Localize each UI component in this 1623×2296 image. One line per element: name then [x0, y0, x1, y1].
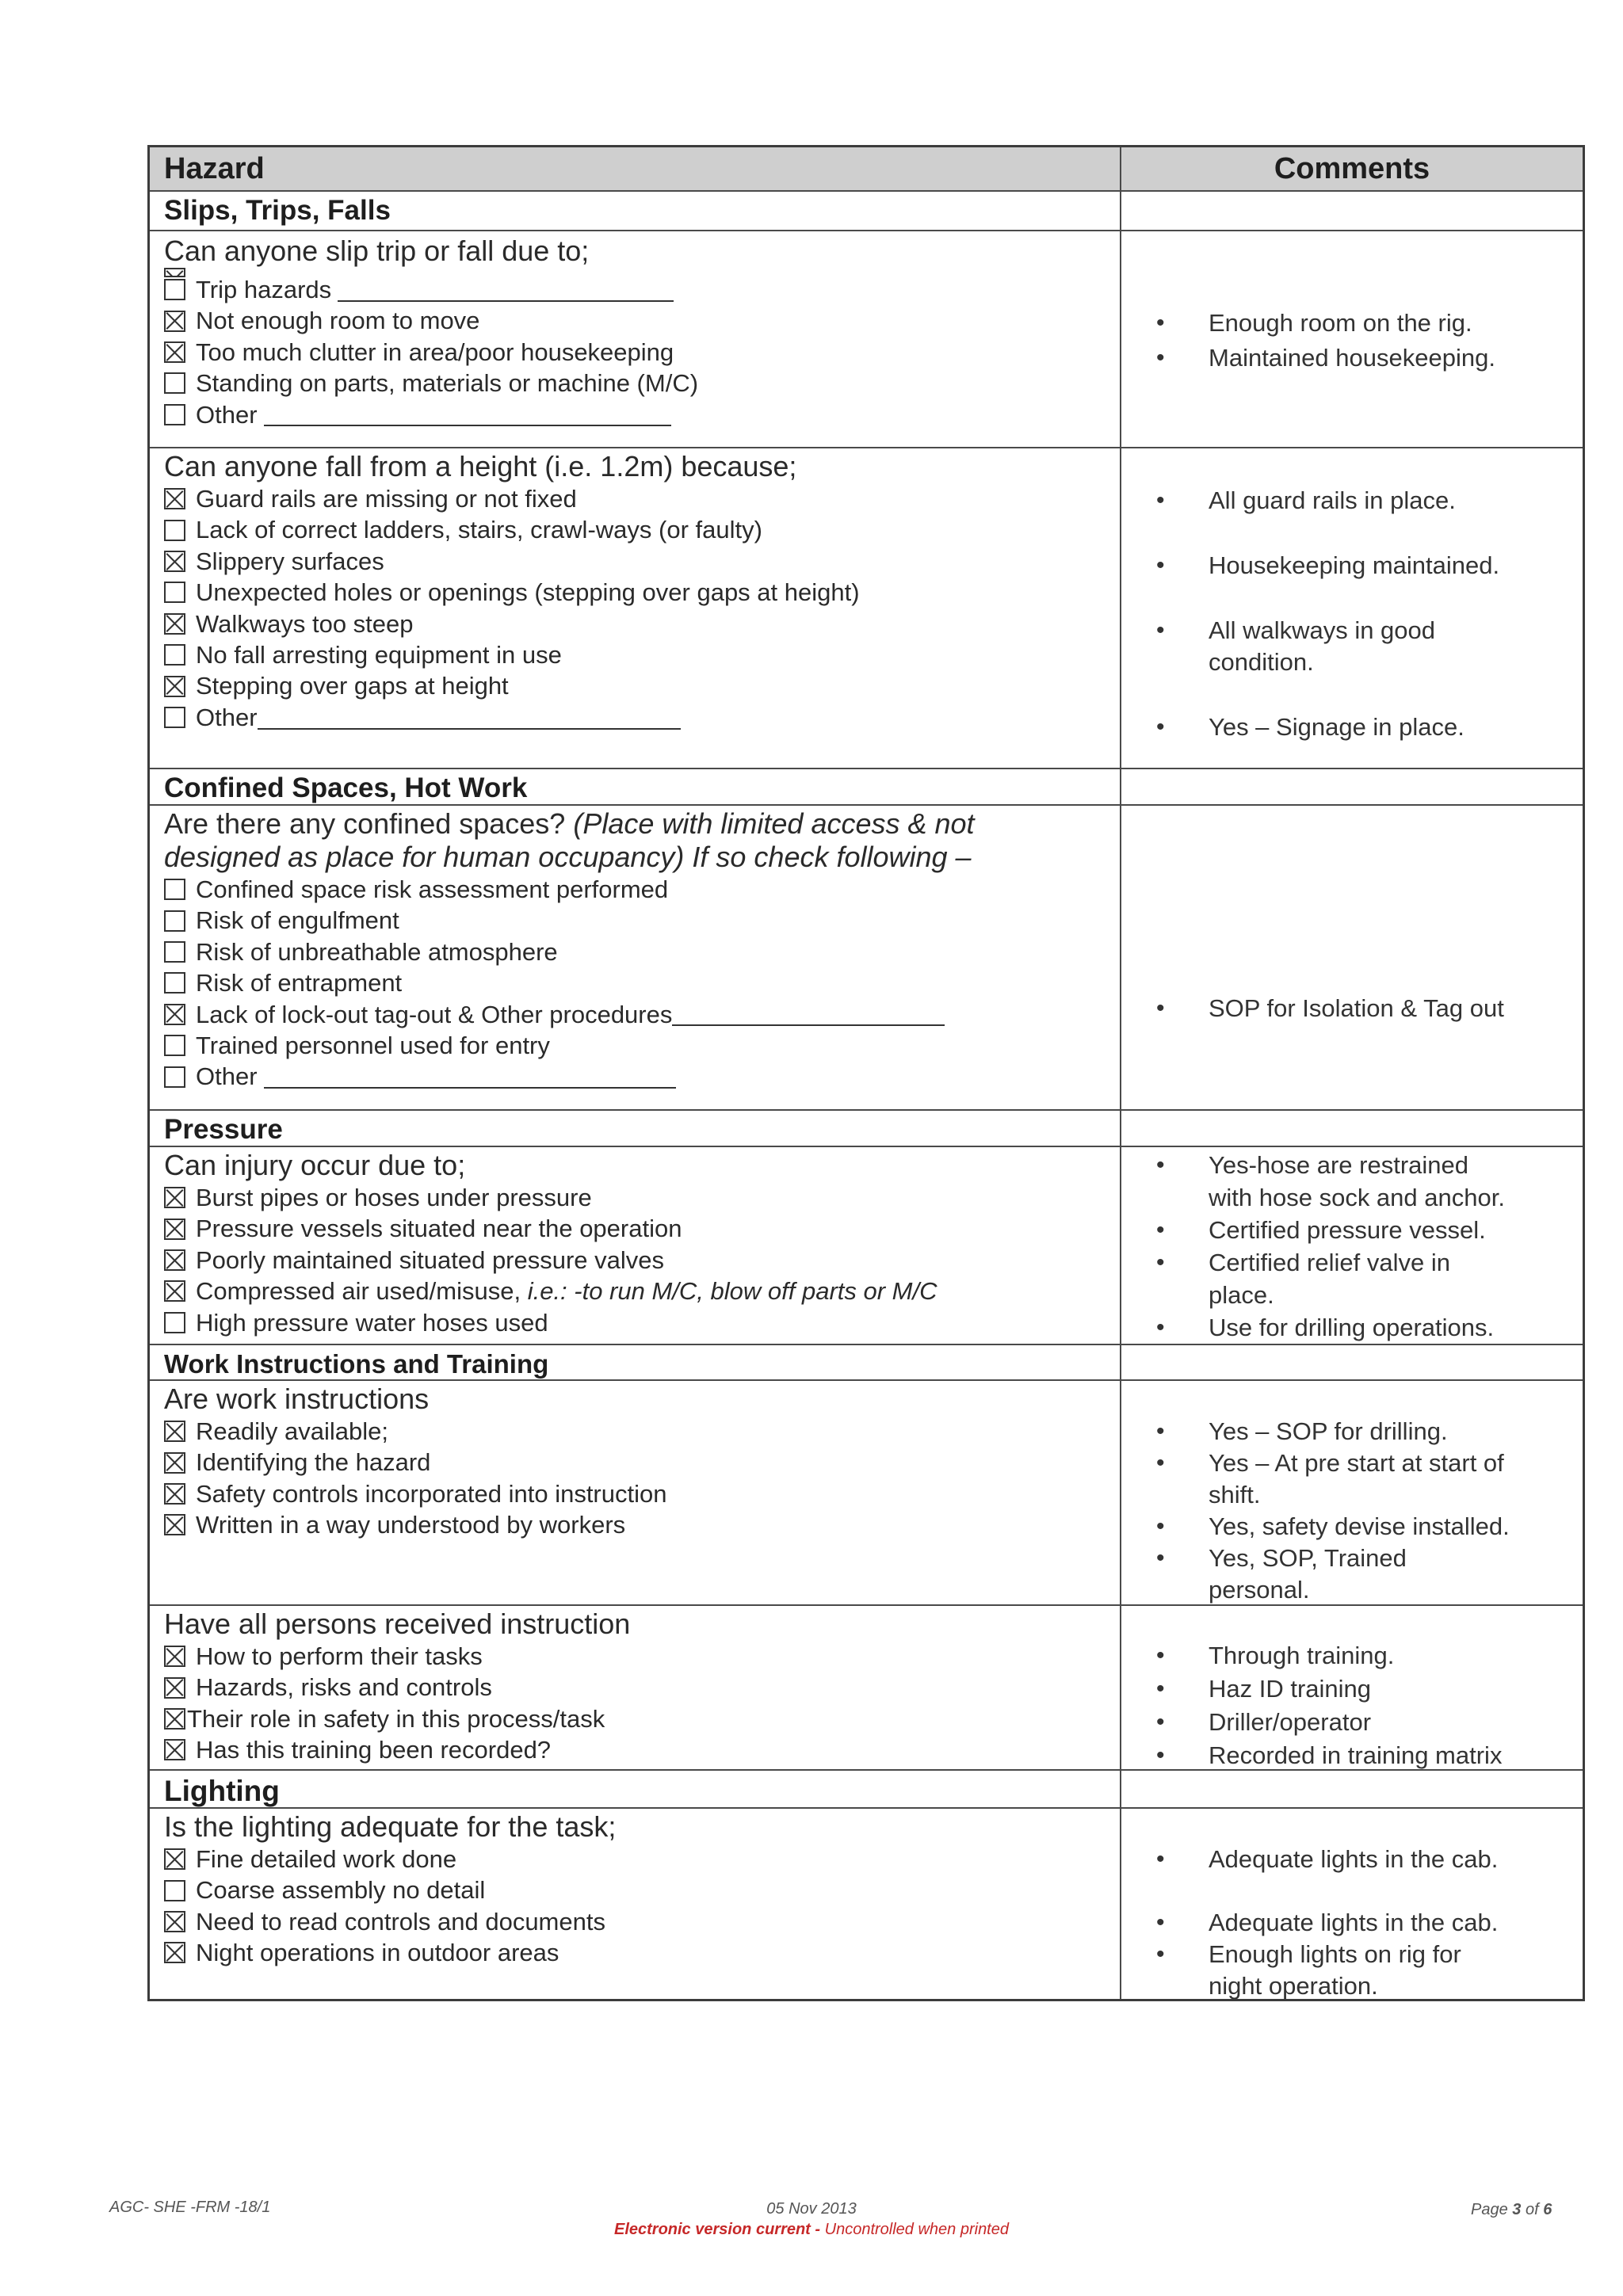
checklist-item[interactable]: Burst pipes or hoses under pressure: [164, 1182, 1106, 1213]
comment: • Maintained housekeeping.: [1139, 342, 1565, 374]
checklist-item[interactable]: No fall arresting equipment in use: [164, 639, 1106, 670]
revision-date: 05 Nov 2013: [766, 2200, 857, 2218]
checkbox[interactable]: [164, 1312, 185, 1333]
section-lighting-header: [150, 1769, 1583, 1807]
table-header-row: [150, 147, 1583, 190]
checkbox[interactable]: [164, 1514, 185, 1535]
checkbox[interactable]: [164, 582, 185, 603]
checklist-item[interactable]: Fine detailed work done: [164, 1844, 1106, 1875]
comment: • Adequate lights in the cab.: [1139, 1844, 1565, 1875]
checkbox[interactable]: [164, 1452, 185, 1474]
comment: • Certified pressure vessel.: [1139, 1214, 1565, 1246]
checkbox[interactable]: [164, 404, 185, 425]
comment: • Enough lights on rig for: [1139, 1939, 1565, 1970]
checkbox[interactable]: [164, 1739, 185, 1760]
checkbox[interactable]: [164, 941, 185, 963]
comment: • Yes – At pre start at start of: [1139, 1447, 1565, 1479]
checkbox[interactable]: [164, 879, 185, 900]
section-title: Confined Spaces, Hot Work: [150, 769, 1121, 804]
question-text: Are there any confined spaces? (Place with limited access & not: [164, 807, 975, 840]
footer-center: [0, 2199, 1623, 2240]
slips-items-row: [150, 273, 1583, 447]
checklist-item[interactable]: Stepping over gaps at height: [164, 670, 1106, 701]
lighting-row: [150, 1807, 1583, 1999]
checklist-item[interactable]: Identifying the hazard: [164, 1447, 1106, 1478]
checklist-item[interactable]: Coarse assembly no detail: [164, 1875, 1106, 1905]
comment: • Use for drilling operations.: [1139, 1311, 1565, 1344]
question-text-continued: designed as place for human occupancy) If so check following –: [164, 841, 972, 873]
checklist-item[interactable]: Standing on parts, materials or machine (M/C): [164, 368, 1106, 399]
checklist-item[interactable]: Walkways too steep: [164, 608, 1106, 639]
checkbox[interactable]: [164, 1066, 185, 1088]
comment-continuation: personal.: [1209, 1576, 1310, 1604]
section-work-header: [150, 1344, 1583, 1379]
checklist-item[interactable]: Trip hazards: [164, 274, 1106, 305]
comment-continuation: night operation.: [1209, 1972, 1378, 2000]
checkbox[interactable]: [164, 1483, 185, 1505]
checklist-item[interactable]: Confined space risk assessment performed: [164, 874, 1106, 905]
checklist-item[interactable]: Risk of entrapment: [164, 967, 1106, 998]
comments-column-header: Comments: [1121, 147, 1583, 190]
section-title: Pressure: [150, 1111, 1121, 1146]
checklist-item[interactable]: Compressed air used/misuse, i.e.: -to run M/C, blow off parts or M/C: [164, 1276, 1106, 1306]
checklist-item[interactable]: Risk of unbreathable atmosphere: [164, 936, 1106, 967]
comment: • SOP for Isolation & Tag out: [1139, 993, 1565, 1024]
checklist-item[interactable]: Guard rails are missing or not fixed: [164, 483, 1106, 514]
comment-list: [1139, 1844, 1565, 2002]
section-title: Slips, Trips, Falls: [150, 192, 1121, 230]
question-text: Are work instructions: [164, 1383, 430, 1415]
page-number: Page 3 of 6: [1471, 2201, 1552, 2218]
comment-continuation: with hose sock and anchor.: [1209, 1184, 1505, 1211]
checkbox[interactable]: [164, 551, 185, 572]
checkbox[interactable]: [164, 1942, 185, 1963]
checklist-item[interactable]: How to perform their tasks: [164, 1641, 1106, 1672]
comment: • Recorded in training matrix: [1139, 1739, 1565, 1772]
checklist-item[interactable]: Risk of engulfment: [164, 905, 1106, 936]
question-text: Can injury occur due to;: [164, 1149, 466, 1181]
slips-height-row: [150, 447, 1583, 768]
checklist-item[interactable]: Other: [164, 1061, 1106, 1092]
slips-prompt-row: [150, 230, 1583, 273]
checkbox[interactable]: [164, 972, 185, 994]
comment: • All guard rails in place.: [1139, 485, 1565, 517]
checkbox[interactable]: [164, 1280, 185, 1302]
checklist-item[interactable]: Written in a way understood by workers: [164, 1509, 1106, 1540]
comment-continuation: shift.: [1209, 1481, 1261, 1508]
checkbox[interactable]: [164, 341, 185, 363]
checklist-item[interactable]: Need to read controls and documents: [164, 1906, 1106, 1937]
checkbox[interactable]: [164, 1708, 185, 1730]
comment: • Yes – Signage in place.: [1139, 711, 1565, 743]
comment-continuation: condition.: [1209, 648, 1314, 676]
checkbox[interactable]: [164, 707, 185, 728]
work-training-row: [150, 1604, 1583, 1769]
checklist-item[interactable]: Other: [164, 399, 1106, 430]
confined-row: [150, 804, 1583, 1109]
checklist-item[interactable]: Safety controls incorporated into instruction: [164, 1478, 1106, 1509]
checkbox[interactable]: [164, 1880, 185, 1901]
comment: • Yes – SOP for drilling.: [1139, 1416, 1565, 1447]
checklist-item[interactable]: Not enough room to move: [164, 305, 1106, 336]
checkbox[interactable]: [164, 613, 185, 635]
question-text: Can anyone slip trip or fall due to;: [164, 235, 590, 267]
checklist-item[interactable]: Too much clutter in area/poor housekeeping: [164, 337, 1106, 368]
checkbox[interactable]: [164, 1187, 185, 1208]
comment: • Yes-hose are restrained: [1139, 1149, 1565, 1181]
section-pressure-header: [150, 1109, 1583, 1146]
checklist-item[interactable]: Other: [164, 702, 1106, 733]
cut-off-comment: [1240, 263, 1456, 273]
checkbox[interactable]: [164, 279, 185, 300]
comment-list: [1139, 993, 1565, 1024]
checkbox[interactable]: [164, 1004, 185, 1025]
checklist-item[interactable]: Pressure vessels situated near the operation: [164, 1213, 1106, 1244]
checkbox[interactable]: [164, 1646, 185, 1667]
checkbox[interactable]: [164, 488, 185, 509]
comment: • Yes, safety devise installed.: [1139, 1511, 1565, 1543]
checkbox[interactable]: [164, 520, 185, 541]
question-text: Can anyone fall from a height (i.e. 1.2m) because;: [164, 450, 797, 482]
checkbox[interactable]: [164, 1848, 185, 1870]
work-instructions-row: [150, 1379, 1583, 1604]
comment: • All walkways in good: [1139, 615, 1565, 646]
question-text: Is the lighting adequate for the task;: [164, 1810, 617, 1843]
checkbox[interactable]: [164, 1035, 185, 1056]
comment-list: [1139, 485, 1565, 743]
checkbox[interactable]: [164, 910, 185, 932]
checkbox[interactable]: [164, 644, 185, 666]
section-title: Work Instructions and Training: [150, 1345, 1121, 1379]
checklist-item[interactable]: Lack of lock-out tag-out & Other procedures: [164, 999, 1106, 1030]
comment: • Yes, SOP, Trained: [1139, 1543, 1565, 1574]
version-notice: Electronic version current - Uncontrolled when printed: [613, 2221, 1009, 2238]
comment-continuation: place.: [1209, 1281, 1274, 1309]
checklist-item[interactable]: Slippery surfaces: [164, 546, 1106, 577]
hazard-table: [147, 145, 1585, 2001]
checkbox[interactable]: [164, 1249, 185, 1271]
comment: • Housekeeping maintained.: [1139, 550, 1565, 582]
section-confined-header: [150, 768, 1583, 804]
checklist-item[interactable]: Night operations in outdoor areas: [164, 1937, 1106, 1968]
hazard-column-header: Hazard: [150, 147, 1121, 190]
checklist-item[interactable]: Hazards, risks and controls: [164, 1672, 1106, 1703]
checklist-item[interactable]: Lack of correct ladders, stairs, crawl-ways (or faulty): [164, 514, 1106, 545]
comment-list: [1139, 1639, 1565, 1772]
checkbox[interactable]: [164, 676, 185, 697]
comment: • Through training.: [1139, 1639, 1565, 1672]
checklist-item[interactable]: Unexpected holes or openings (stepping over gaps at height): [164, 577, 1106, 608]
checkbox[interactable]: [164, 1911, 185, 1932]
checkbox[interactable]: [164, 1421, 185, 1442]
comment: • Enough room on the rig.: [1139, 307, 1565, 339]
checkbox[interactable]: [164, 311, 185, 332]
section-title: Lighting: [150, 1771, 1121, 1807]
comment: • Certified relief valve in: [1139, 1246, 1565, 1279]
comment: • Adequate lights in the cab.: [1139, 1907, 1565, 1939]
checklist-item[interactable]: Trained personnel used for entry: [164, 1030, 1106, 1061]
checkbox[interactable]: [164, 372, 185, 394]
checklist-item[interactable]: Readily available;: [164, 1416, 1106, 1447]
checklist-item[interactable]: High pressure water hoses used: [164, 1307, 1106, 1338]
checkbox[interactable]: [164, 1677, 185, 1699]
checkbox[interactable]: [164, 1219, 185, 1240]
comment: • Driller/operator: [1139, 1706, 1565, 1739]
checklist-item[interactable]: Has this training been recorded?: [164, 1734, 1106, 1765]
document-code: AGC- SHE -FRM -18/1: [109, 2199, 271, 2216]
comment-list: [1139, 307, 1565, 374]
question-text: Have all persons received instruction: [164, 1608, 631, 1640]
comment: • Haz ID training: [1139, 1672, 1565, 1706]
section-slips-header: [150, 190, 1583, 230]
comment-list: [1139, 1149, 1565, 1344]
checklist-item[interactable]: Poorly maintained situated pressure valves: [164, 1245, 1106, 1276]
checklist-item[interactable]: Their role in safety in this process/task: [164, 1703, 1106, 1734]
comment-list: [1139, 1416, 1565, 1606]
pressure-row: [150, 1146, 1583, 1344]
